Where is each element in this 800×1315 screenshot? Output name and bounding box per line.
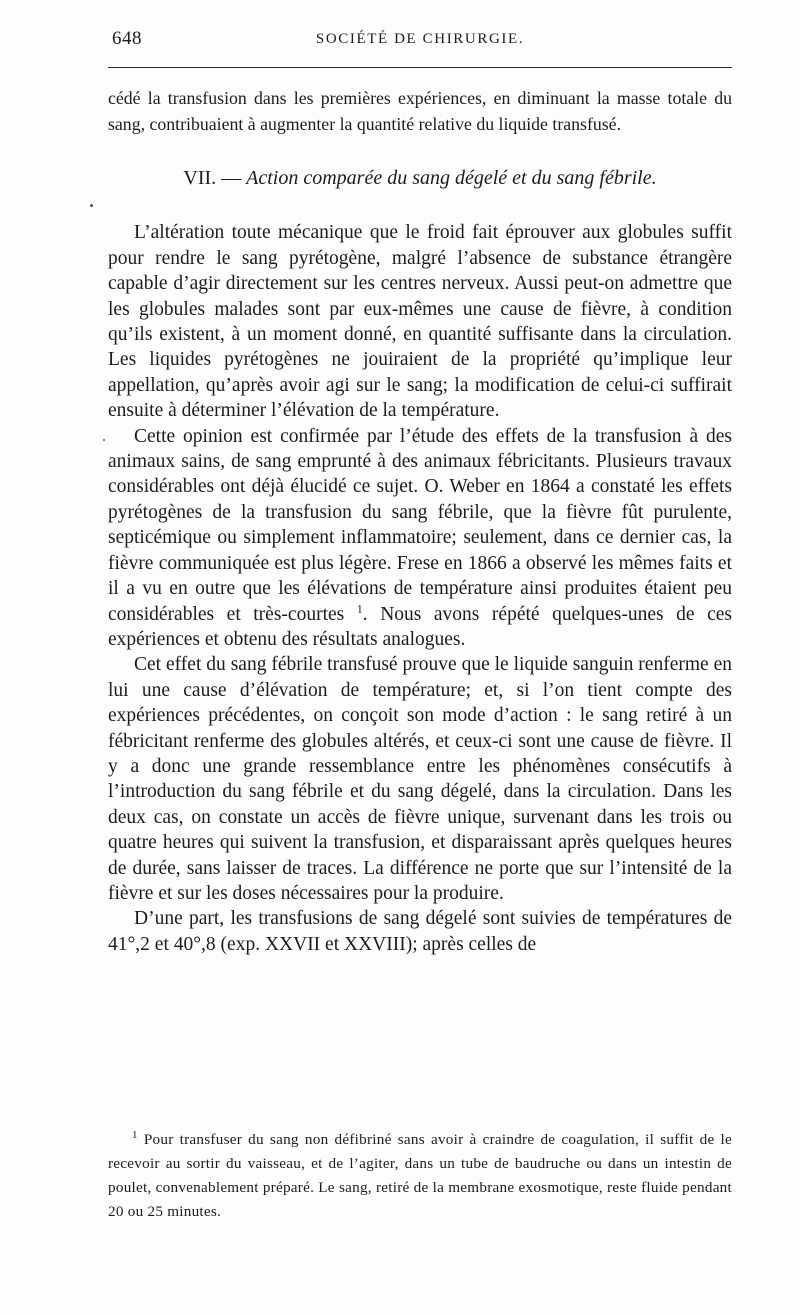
paragraph-3: Cet effet du sang fébrile transfusé prouve que le liquide sanguin renferme en lui une cause d’élévation de température; et, si l’on tient compte des expériences précédentes, on conçoit son mode d’action : le sang retiré à un fébricitant renferme des globules altérés, et ceux-ci sont une cause de fièvre. Il y a donc une grande ressemblance entre les phénomènes consécutifs à l’introduction du sang fébrile et du sang dégelé, dans la circulation. Dans les deux cas, on constate un accès de fièvre unique, survenant dans les trois ou quatre heures qui suivent la transfusion, et disparaissant après quelques heures de durée, sans laisser de traces. La différence ne porte que sur l’intensité de la fièvre et sur les doses nécessaires pour la produire.: [108, 654, 732, 904]
paper-speck: [103, 439, 105, 441]
paper-speck: [90, 204, 93, 207]
carry-over-paragraph: cédé la transfusion dans les premières expériences, en diminuant la masse totale du sang, contribuaient à augmenter la quantité relative du liquide transfusé.: [108, 88, 732, 134]
section-number: VII. —: [183, 167, 247, 189]
footnote: [108, 1128, 732, 1224]
body-text: [108, 85, 732, 957]
paragraph-1: L’altération toute mécanique que le froid fait éprouver aux globules suffit pour rendre le sang pyrétogène, malgré l’absence de substance étrangère capable d’agir directement sur les centres nerveux. Aussi peut-on admettre que les globules malades sont par eux-mêmes une cause de fièvre, à condition qu’ils existent, à un moment donné, en quantité suffisante dans la circulation. Les liquides pyrétogènes ne jouiraient de la propriété qu’implique leur appellation, qu’après avoir agi sur le sang; la modification de celui-ci suffirait ensuite à déterminer l’élévation de la température.: [108, 222, 732, 422]
page-header: [108, 28, 732, 54]
paragraph-4: D’une part, les transfusions de sang dégelé sont suivies de températures de 41°,2 et 40°,8 (exp. XXVII et XXVIII); après celles de: [108, 908, 732, 955]
paragraph-2-text-end: . Nous avons répété quelques-unes de ces expériences et obtenu des résultats analogues.: [108, 603, 733, 650]
running-head: SOCIÉTÉ DE CHIRURGIE.: [315, 31, 525, 47]
paragraph-2-text: Cette opinion est confirmée par l’étude des effets de la transfusion à des animaux sains, de sang emprunté à des animaux fébricitants. Plusieurs travaux considérables ont déjà élucidé ce sujet. O. Weber en 1864 a constaté les effets pyrétogènes de la transfusion du sang fébrile, que la fièvre fût purulente, septicémique ou simplement inflammatoire; seulement, dans ce dernier cas, la fièvre communiquée est plus légère. Frese en 1866 a observé les mêmes faits et il a vu en outre que les élévations de température ainsi produites étaient peu considérables et très-courtes: [108, 425, 732, 625]
section-title-text: Action comparée du sang dégelé et du sang fébrile.: [246, 167, 657, 189]
section-title: [108, 166, 732, 191]
footnote-text: Pour transfuser du sang non défibriné sans avoir à craindre de coagulation, il suffit de le recevoir au sortir du vaisseau, et de l’agiter, dans un tube de baudruche ou dans un intestin de poulet, convenablement préparé. Le sang, retiré de la membrane exosmotique, reste fluide pendant 20 ou 25 minutes.: [108, 1131, 732, 1220]
footnote-reference: 1: [356, 601, 363, 615]
footnote-mark: 1: [132, 1128, 138, 1141]
page-number: 648: [112, 28, 142, 49]
header-rule: [108, 67, 732, 68]
paragraph-2: [108, 424, 732, 653]
